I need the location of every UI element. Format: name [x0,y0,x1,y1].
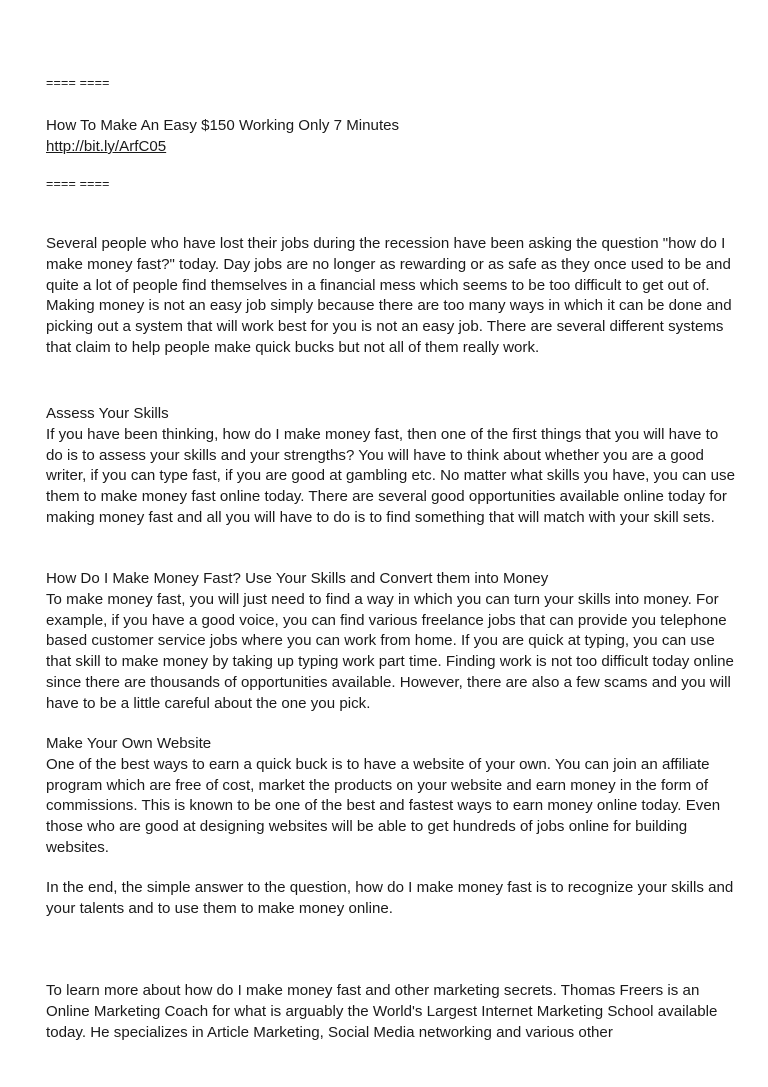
promo-link[interactable]: http://bit.ly/ArfC05 [46,138,167,155]
section-own-website [46,734,736,859]
conclusion-section [46,878,736,920]
section-heading: Assess Your Skills [46,405,169,422]
section-heading: How Do I Make Money Fast? Use Your Skills and Convert them into Money [46,570,549,587]
author-bio-section [46,981,736,1043]
section-heading: Make Your Own Website [46,735,212,752]
intro-section [46,234,736,359]
section-body: One of the best ways to earn a quick buck is to have a website of your own. You can join an affiliate program which are free of cost, market the products on your website and earn money in the form of commissions. This is known to be one of the best and fastest ways to earn money online today. Even those who are good at designing websites will be able to get hundreds of jobs online for building websites. [46,755,721,856]
separator-top: ==== ==== [46,76,110,90]
author-bio-paragraph: To learn more about how do I make money fast and other marketing secrets. Thomas Freers is an Online Marketing Coach for what is arguably the World's Largest Internet Marketing School available today. He specializes in Article Marketing, Social Media networking and various other [46,982,718,1041]
section-body: To make money fast, you will just need to find a way in which you can turn your skills into money. For example, if you have a good voice, you can find various freelance jobs that can provide you telephone based customer service jobs where you can work from home. If you are quick at typing, you can use that skill to make money by taking up typing work part time. Finding work is not too difficult today online since there are thousands of opportunities available. However, there are also a few scams and you will have to be a little careful about the one you pick. [46,590,734,712]
section-body: If you have been thinking, how do I make money fast, then one of the first things that you will have to do is to assess your skills and your strengths? You will have to think about whether you are a good writer, if you can type fast, if you are good at gambling etc. No matter what skills you have, you can use them to make money fast online today. There are several good opportunities available online today for making money fast and all you will have to do is to find something that will match with your skill sets. [46,425,736,526]
promo-title: How To Make An Easy $150 Working Only 7 Minutes [46,117,400,134]
section-assess-skills [46,404,736,529]
separator-bottom: ==== ==== [46,177,110,191]
intro-paragraph: Several people who have lost their jobs during the recession have been asking the question "how do I make money fast?" today. Day jobs are no longer as rewarding or as safe as they once used to be and quite a lot of people find themselves in a financial mess which seems to be too difficult to get out of. Making money is not an easy job simply because there are too many ways in which it can be done and picking out a system that will work best for you is not an easy job. There are several different systems that claim to help people make quick bucks but not all of them really work. [46,235,732,356]
conclusion-paragraph: In the end, the simple answer to the question, how do I make money fast is to recognize your skills and your talents and to use them to make money online. [46,879,734,917]
section-use-skills [46,569,736,715]
